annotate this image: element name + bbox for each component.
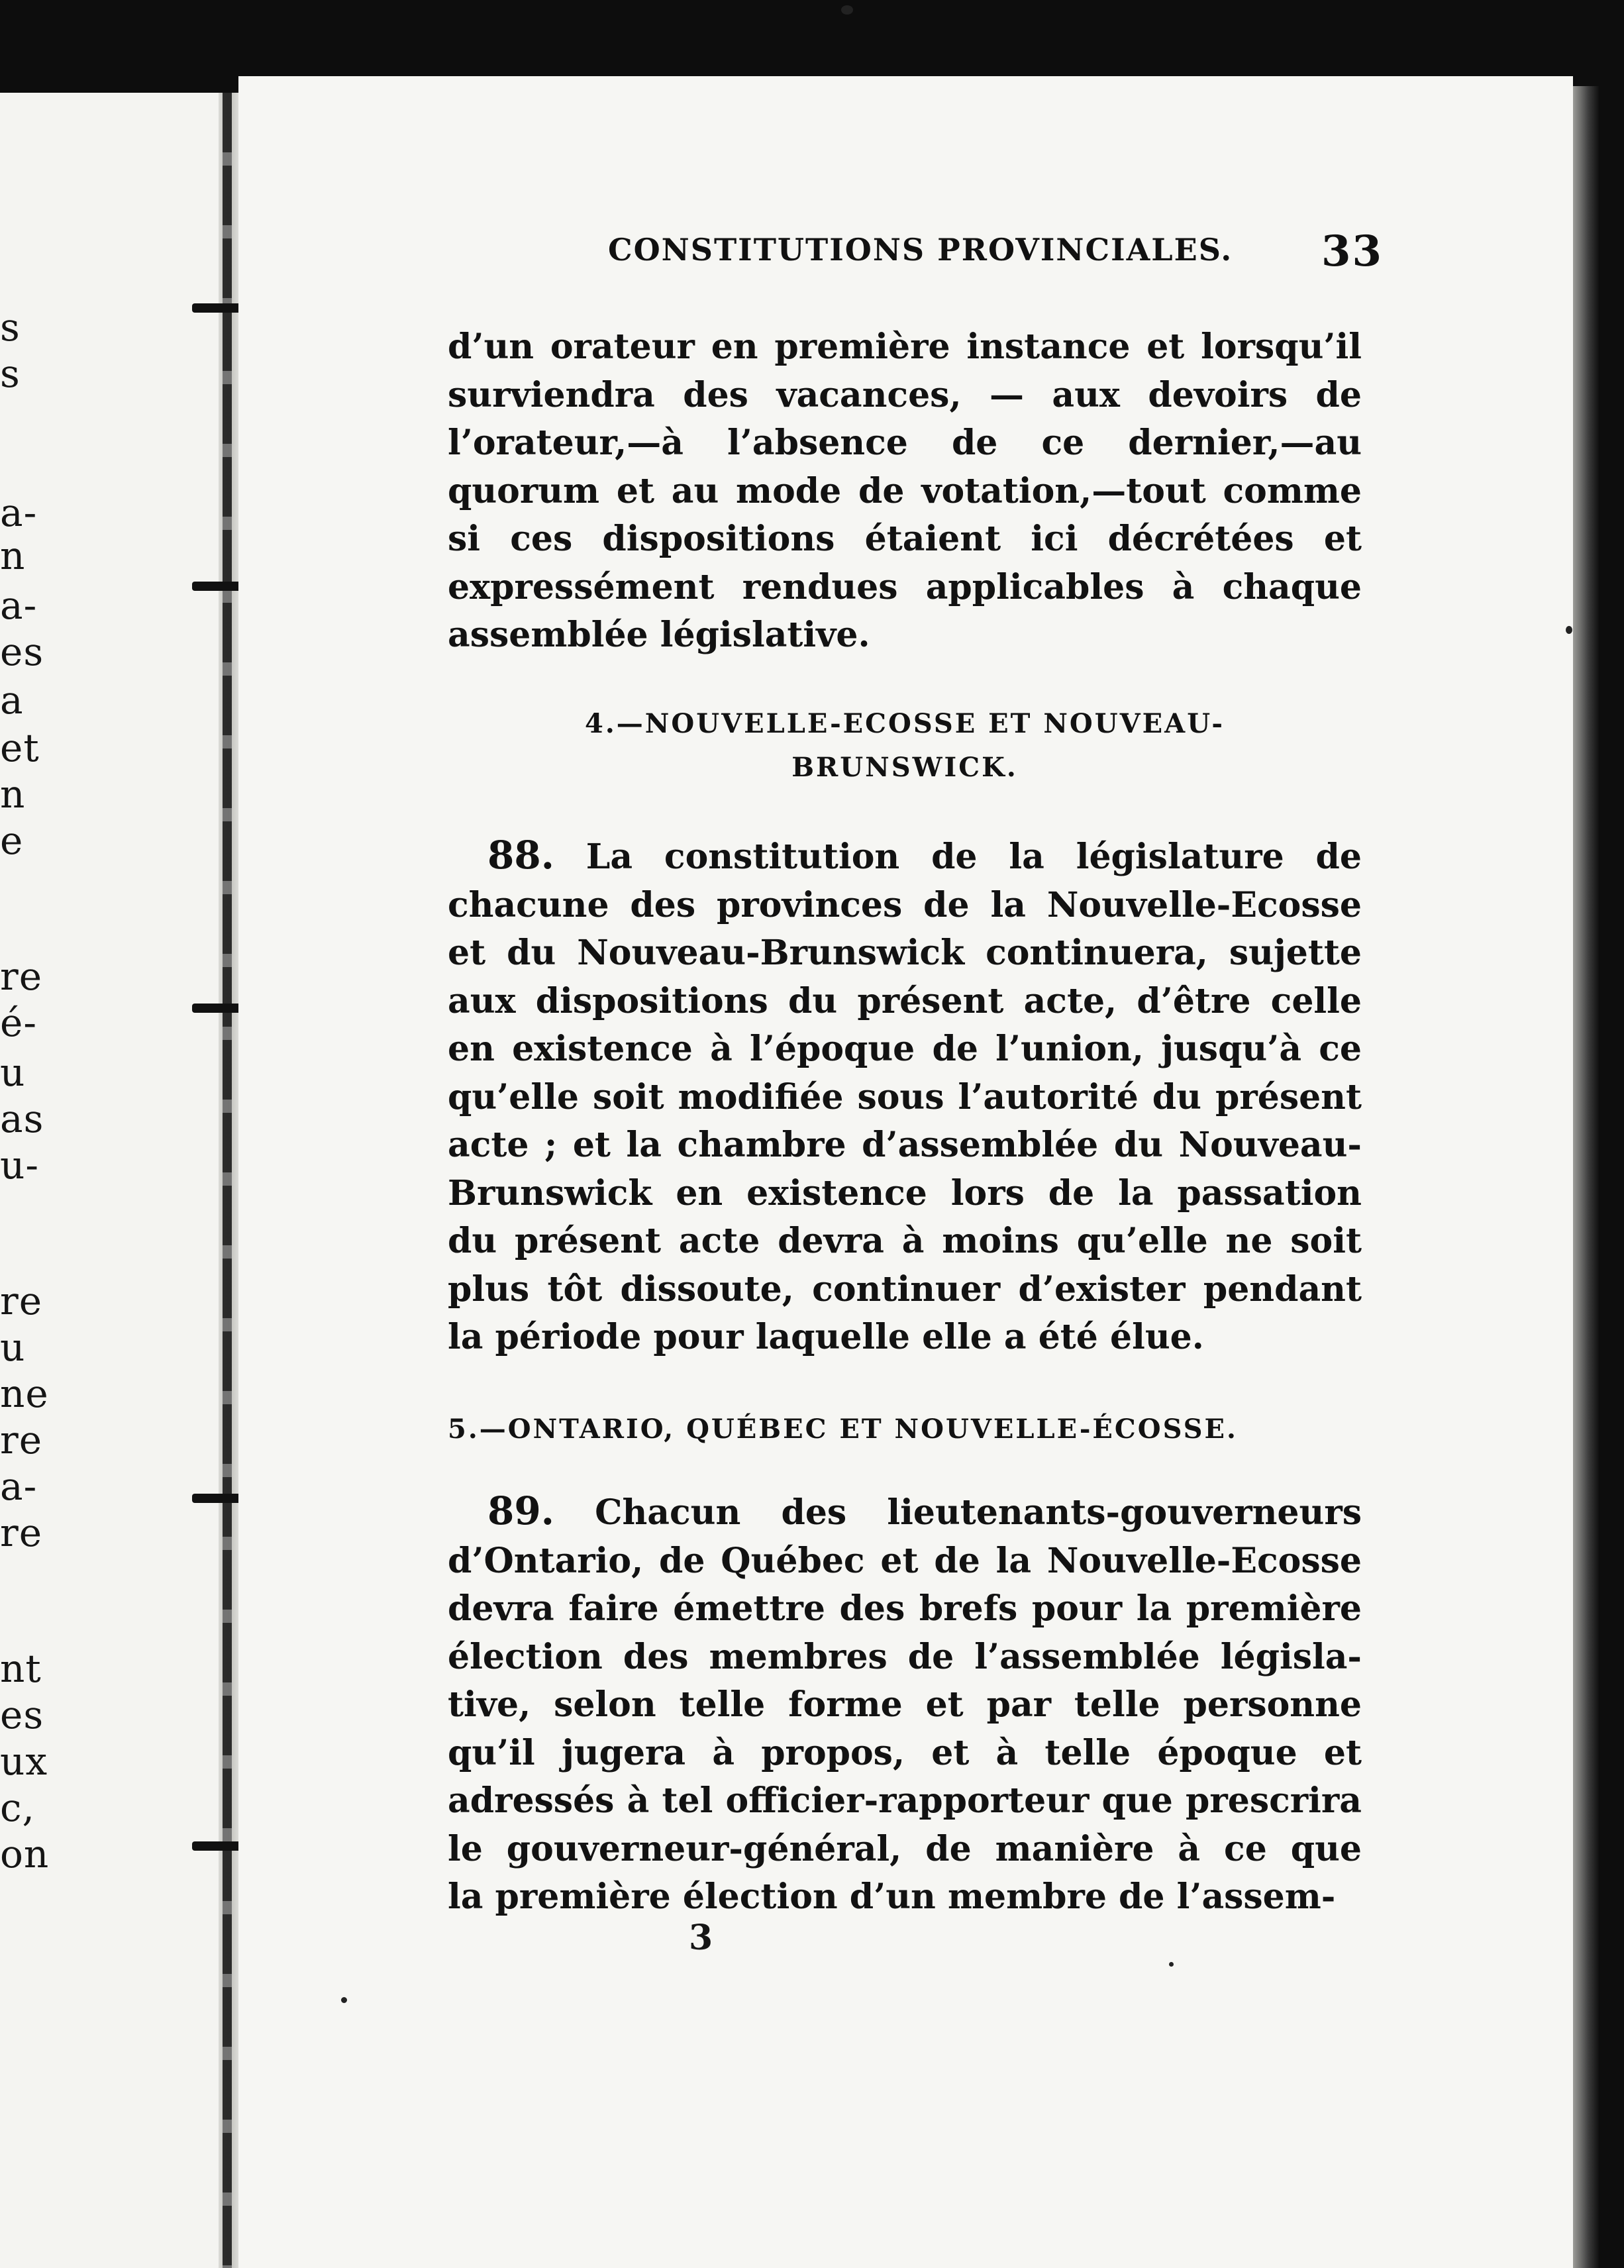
text-line: et du Nouveau-Brunswick continuera, sujette [448,933,1362,973]
section-88-paragraph [448,831,1362,1362]
running-title: CONSTITUTIONS PROVINCIALES. [608,232,1233,268]
heading-4-line-2: BRUNSWICK. [791,752,1018,783]
left-page-text-fragment: nt [0,1646,42,1691]
text-line: si ces dispositions étaient ici décrétées et [448,519,1362,559]
left-page-text-fragment: u [0,1050,26,1095]
left-page-text-fragment: s [0,351,21,396]
left-page-text-fragment: ux [0,1739,48,1784]
left-page-text-fragment: re [0,1418,43,1463]
binding-thread [223,93,232,2268]
text-line: surviendra des vacances, — aux devoirs de [448,374,1362,415]
text-line: assemblée législative. [448,615,870,655]
continuation-paragraph [448,323,1362,660]
left-page-text-fragment: as [0,1096,44,1141]
left-page-text-fragment: a- [0,490,38,535]
page-edge-shadow [1573,86,1599,2268]
text-line: la période pour laquelle elle a été élue. [448,1317,1204,1357]
running-head [608,227,1383,285]
left-page-text-fragment: on [0,1831,50,1877]
text-line: devra faire émettre des brefs pour la première [448,1588,1362,1629]
scan-speck [841,5,853,15]
text-line: le gouverneur-général, de manière à ce que [448,1828,1362,1869]
text-line-content: La constitution de la législature de [585,837,1362,877]
text-line: d’un orateur en première instance et lorsqu’il [448,327,1362,367]
left-page-text-fragment: a- [0,583,38,628]
left-page-text-fragment: es [0,629,44,674]
left-page-text-fragment: n [0,533,26,578]
text-line: Brunswick en existence lors de la passation [448,1172,1362,1213]
left-page-text-fragment: a [0,678,24,723]
left-page-text-fragment: re [0,1278,43,1323]
text-line: du présent acte devra à moins qu’elle ne soit [448,1221,1362,1261]
signature-mark: 3 [689,1918,713,1958]
left-page-text-fragment: c, [0,1785,35,1830]
left-page-text-fragment: et [0,725,40,770]
left-page-text-fragment: e [0,818,24,863]
section-89-paragraph [448,1487,1362,1922]
text-line-content: Chacun des lieutenants-gouverneurs [595,1492,1362,1533]
scan-speck [1566,626,1572,634]
section-number: 89. [487,1488,554,1533]
text-line: quorum et au mode de votation,—tout comme [448,470,1362,511]
text-line [448,831,1362,882]
left-facing-page [0,93,225,2268]
text-line: chacune des provinces de la Nouvelle-Ecosse [448,884,1362,925]
left-page-text-fragment: u [0,1325,26,1370]
text-line: élection des membres de l’assemblée législa- [448,1636,1362,1677]
left-page-text-fragment: é- [0,1000,37,1045]
left-page-text-fragment: re [0,954,43,999]
scan-speck [1169,1962,1174,1967]
text-line: plus tôt dissoute, continuer d’exister pendant [448,1268,1362,1310]
left-page-text-fragment: es [0,1692,44,1737]
text-line: l’orateur,—à l’absence de ce dernier,—au [448,423,1362,463]
left-page-text-fragment: s [0,305,21,350]
text-line: adressés à tel officier-rapporteur que prescrira [448,1780,1362,1821]
left-page-text-fragment: n [0,772,26,817]
text-line: expressément rendues applicables à chaque [448,566,1362,607]
section-heading-4 [448,702,1362,790]
text-line: en existence à l’époque de l’union, jusqu’à ce [448,1029,1362,1069]
left-page-text-fragment: ne [0,1371,49,1416]
section-number: 88. [487,833,554,878]
section-heading-5: 5.—ONTARIO, QUÉBEC ET NOUVELLE-ÉCOSSE. [448,1414,1238,1445]
text-line: aux dispositions du présent acte, d’être celle [448,980,1362,1021]
text-line: la première élection d’un membre de l’assem- [448,1877,1336,1917]
text-line: qu’il jugera à propos, et à telle époque et [448,1732,1362,1773]
page-number: 33 [1321,227,1383,276]
heading-4-line-1: 4.—NOUVELLE-ECOSSE ET NOUVEAU- [585,708,1225,739]
left-page-text-fragment: u- [0,1143,39,1188]
left-page-text-fragment: a- [0,1464,38,1509]
text-line: acte ; et la chambre d’assemblée du Nouveau- [448,1125,1362,1165]
text-line: d’Ontario, de Québec et de la Nouvelle-Ecosse [448,1540,1362,1581]
left-page-text-fragment: re [0,1510,43,1555]
text-line: tive, selon telle forme et par telle personne [448,1684,1362,1725]
text-line: qu’elle soit modifiée sous l’autorité du présent [448,1076,1362,1117]
text-line [448,1487,1362,1537]
scan-speck [341,1997,347,2003]
